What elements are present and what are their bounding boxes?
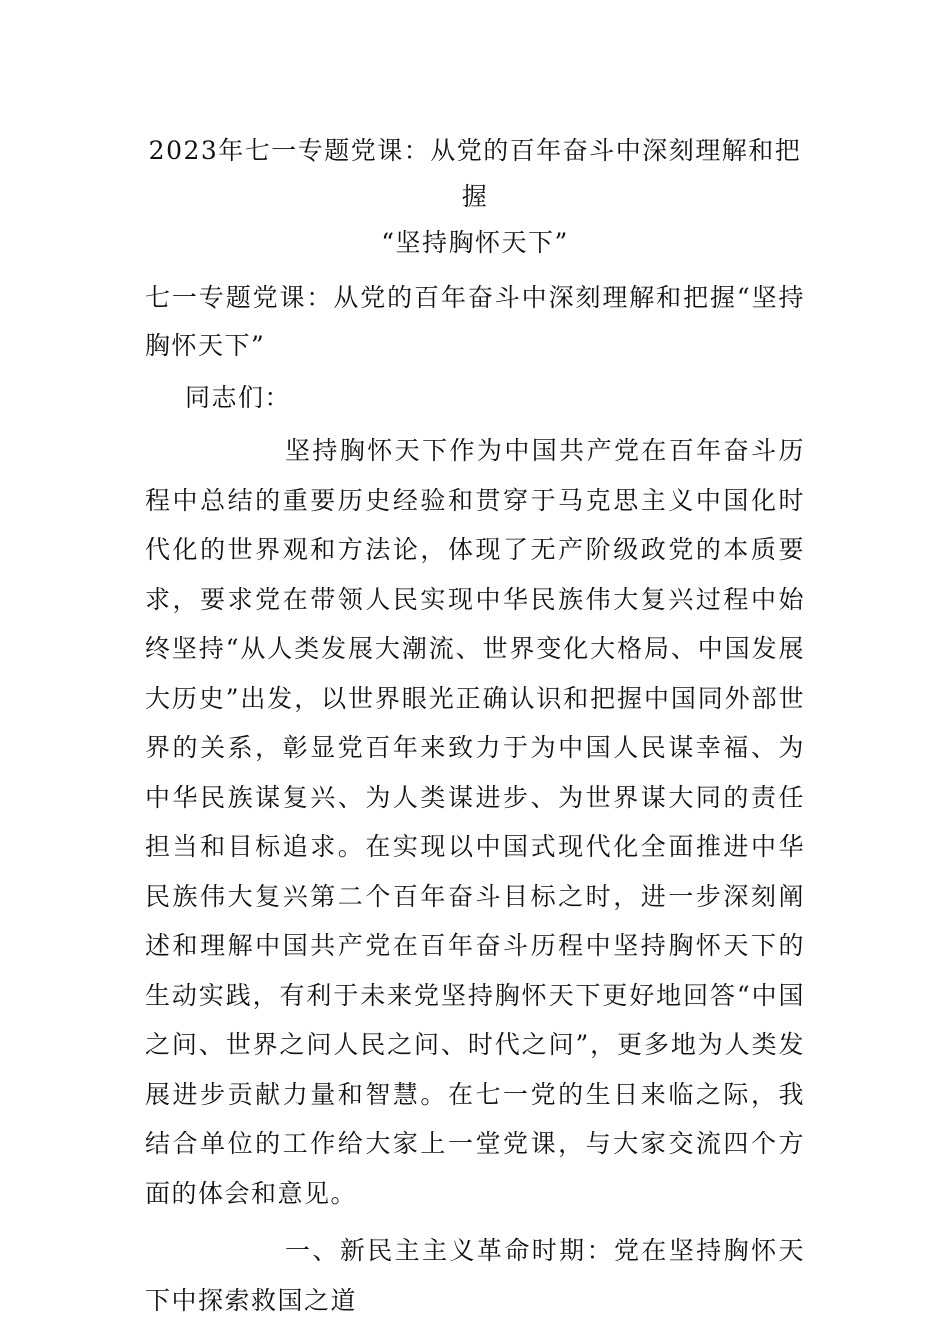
document-title <box>145 128 805 266</box>
document-body <box>145 128 805 1325</box>
title-line-1: 2023年七一专题党课：从党的百年奋斗中深刻理解和把握 <box>148 136 802 211</box>
body-paragraph: 坚持胸怀天下作为中国共产党在百年奋斗历程中总结的重要历史经验和贯穿于马克思主义中国化时代化的世界观和方法论，体现了无产阶级政党的本质要求，要求党在带领人民实现中华民族伟大复兴过程中始终坚持“从人类发展大潮流、世界变化大格局、中国发展大历史”出发，以世界眼光正确认识和把握中国同外部世界的关系，彰显党百年来致力于为中国人民谋幸福、为中华民族谋复兴、为人类谋进步、为世界谋大同的责任担当和目标追求。在实现以中国式现代化全面推进中华民族伟大复兴第二个百年奋斗目标之时，进一步深刻阐述和理解中国共产党在百年奋斗历程中坚持胸怀天下的生动实践，有利于未来党坚持胸怀天下更好地回答“中国之问、世界之问人民之问、时代之问”，更多地为人类发展进步贡献力量和智慧。在七一党的生日来临之际，我结合单位的工作给大家上一堂党课，与大家交流四个方面的体会和意见。 <box>145 436 805 1208</box>
document-subtitle: 七一专题党课：从党的百年奋斗中深刻理解和把握“坚持胸怀天下” <box>145 283 805 360</box>
title-line-2: “坚持胸怀天下” <box>381 228 569 257</box>
greeting: 同志们： <box>185 383 292 412</box>
section-heading: 一、新民主主义革命时期：党在坚持胸怀天下中探索救国之道 <box>145 1236 805 1315</box>
